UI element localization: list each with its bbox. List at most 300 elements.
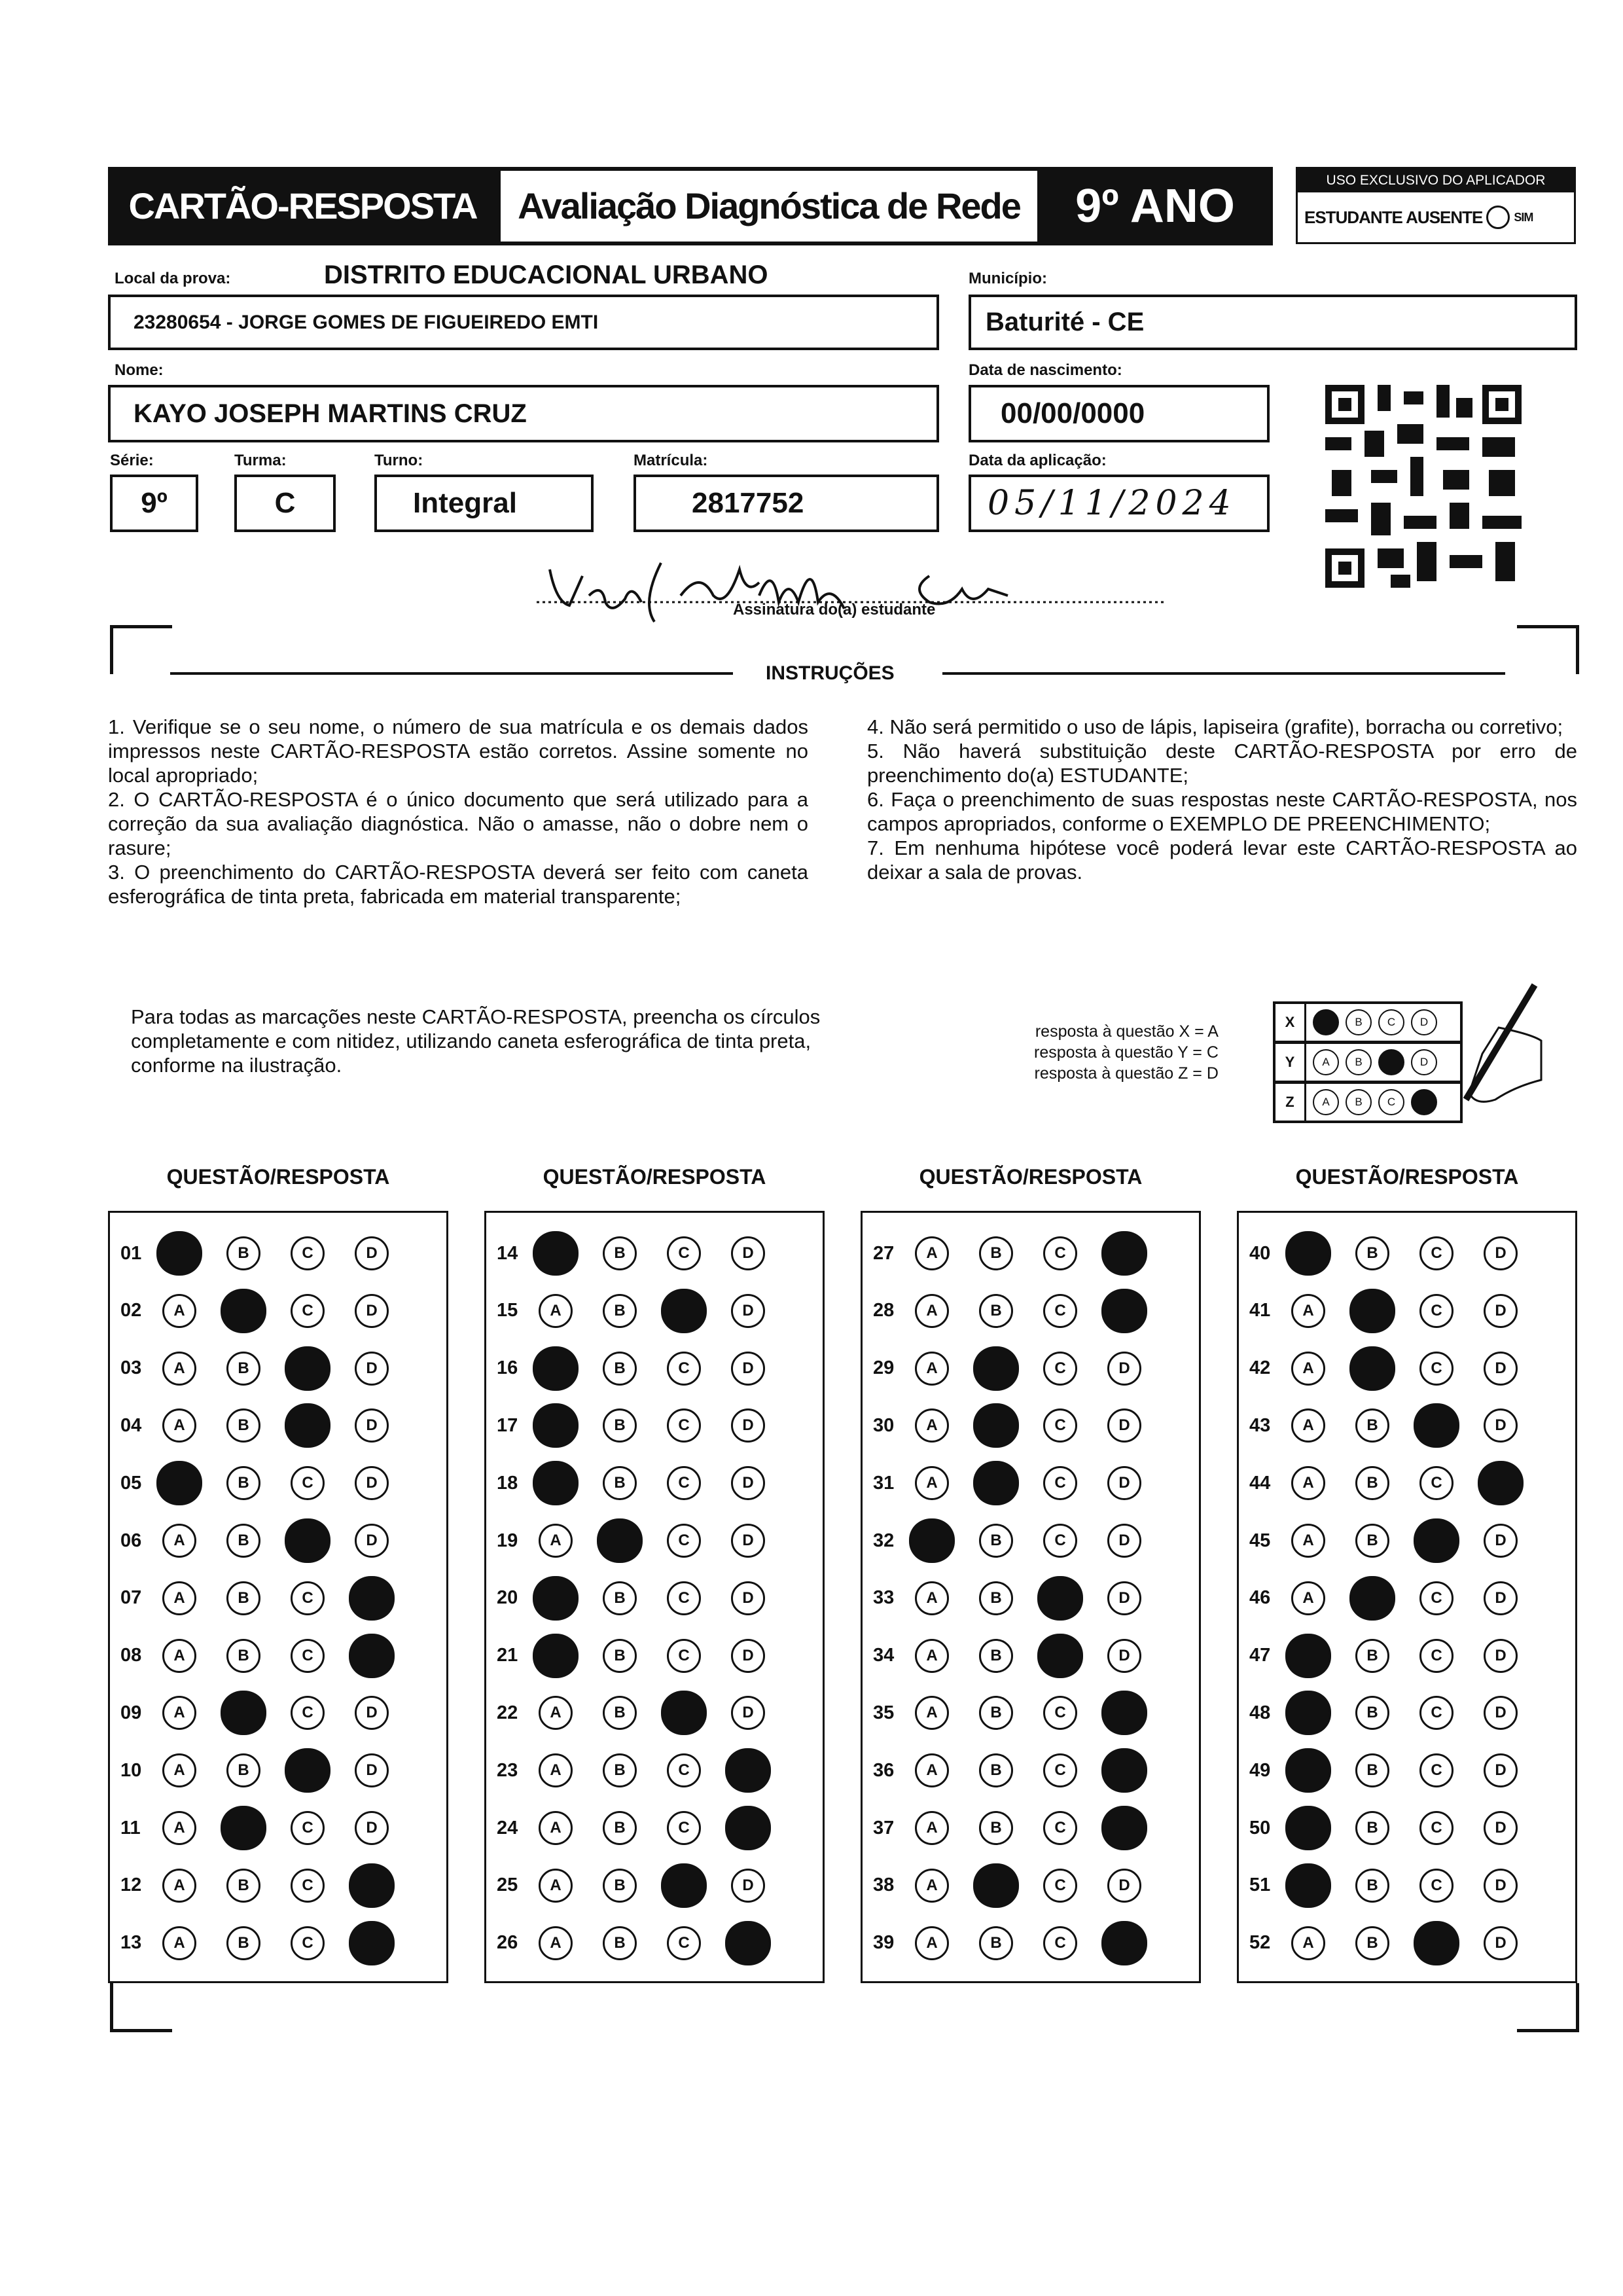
turma-field: C: [234, 475, 336, 532]
answer-bubble[interactable]: B: [1355, 1696, 1389, 1730]
question-number: 01: [120, 1242, 142, 1264]
answer-bubble[interactable]: A: [1291, 1466, 1325, 1500]
question-number: 10: [120, 1759, 142, 1781]
answer-bubble[interactable]: D: [1484, 1926, 1518, 1960]
question-row: [1239, 1234, 1575, 1273]
answer-bubble-filled[interactable]: [1349, 1576, 1395, 1621]
question-number: 52: [1249, 1932, 1271, 1954]
answer-bubble[interactable]: B: [979, 1753, 1013, 1787]
answer-bubble[interactable]: A: [539, 1294, 573, 1328]
answer-bubble-filled[interactable]: [221, 1289, 266, 1333]
answer-bubble[interactable]: B: [226, 1926, 260, 1960]
qr-code: [1325, 385, 1522, 588]
answer-bubble[interactable]: A: [539, 1926, 573, 1960]
question-row: [863, 1693, 1199, 1732]
answer-bubble-filled[interactable]: [349, 1576, 395, 1621]
answer-bubble[interactable]: A: [1291, 1581, 1325, 1615]
answer-bubble[interactable]: B: [1355, 1926, 1389, 1960]
answer-bubble[interactable]: B: [1355, 1524, 1389, 1558]
answer-bubble-filled[interactable]: [1101, 1289, 1147, 1333]
answer-bubble[interactable]: C: [1043, 1696, 1077, 1730]
answer-bubble[interactable]: A: [915, 1466, 949, 1500]
answer-bubble[interactable]: C: [1419, 1869, 1454, 1903]
answer-bubble[interactable]: B: [603, 1408, 637, 1443]
answer-bubble-filled[interactable]: [597, 1518, 643, 1563]
turma-label: Turma:: [234, 452, 287, 469]
answer-bubble[interactable]: B: [979, 1581, 1013, 1615]
answer-bubble-filled[interactable]: [973, 1346, 1019, 1391]
answer-bubble[interactable]: D: [1484, 1581, 1518, 1615]
answer-bubble[interactable]: D: [731, 1639, 765, 1673]
answer-bubble[interactable]: D: [1107, 1639, 1141, 1673]
answer-bubble-filled[interactable]: [973, 1461, 1019, 1505]
answer-bubble[interactable]: C: [667, 1408, 701, 1443]
answer-bubble[interactable]: C: [667, 1811, 701, 1845]
answer-bubble[interactable]: A: [162, 1524, 196, 1558]
question-row: [486, 1866, 823, 1905]
answer-bubble[interactable]: A: [1291, 1352, 1325, 1386]
answer-bubble[interactable]: A: [915, 1352, 949, 1386]
answer-bubble-filled[interactable]: [349, 1634, 395, 1678]
answer-bubble[interactable]: D: [731, 1294, 765, 1328]
answer-bubble-filled[interactable]: [533, 1461, 579, 1505]
example-grid: [1273, 1001, 1463, 1123]
answer-bubble[interactable]: D: [731, 1869, 765, 1903]
answer-bubble[interactable]: C: [1419, 1581, 1454, 1615]
answer-bubble-filled[interactable]: [1414, 1921, 1459, 1965]
answer-bubble[interactable]: A: [915, 1869, 949, 1903]
answer-bubble[interactable]: A: [539, 1696, 573, 1730]
question-row: [863, 1234, 1199, 1273]
divider: [170, 672, 733, 675]
answer-bubble[interactable]: C: [291, 1466, 325, 1500]
answer-bubble[interactable]: D: [1107, 1352, 1141, 1386]
answer-bubble[interactable]: A: [539, 1869, 573, 1903]
answer-bubble[interactable]: D: [1107, 1408, 1141, 1443]
instructions-left: [108, 715, 808, 908]
answer-bubble[interactable]: A: [915, 1753, 949, 1787]
question-row: [863, 1291, 1199, 1331]
answer-bubble[interactable]: B: [603, 1639, 637, 1673]
answer-bubble[interactable]: C: [1419, 1466, 1454, 1500]
question-number: 27: [873, 1242, 895, 1264]
answer-bubble[interactable]: C: [1043, 1236, 1077, 1270]
answer-bubble-filled[interactable]: [533, 1403, 579, 1448]
answer-bubble[interactable]: B: [603, 1352, 637, 1386]
answer-bubble-filled[interactable]: [1478, 1461, 1524, 1505]
answer-bubble-filled[interactable]: [973, 1863, 1019, 1908]
answer-bubble[interactable]: B: [226, 1352, 260, 1386]
answer-bubble[interactable]: D: [355, 1236, 389, 1270]
answer-bubble-filled[interactable]: [1414, 1403, 1459, 1448]
answer-bubble[interactable]: B: [979, 1524, 1013, 1558]
answer-bubble-filled[interactable]: [1414, 1518, 1459, 1563]
answer-bubble-filled[interactable]: [1285, 1231, 1331, 1276]
answer-bubble[interactable]: A: [162, 1639, 196, 1673]
answer-bubble[interactable]: C: [291, 1926, 325, 1960]
answer-bubble[interactable]: C: [1043, 1926, 1077, 1960]
answer-bubble[interactable]: B: [226, 1408, 260, 1443]
answer-bubble[interactable]: B: [1355, 1869, 1389, 1903]
answer-bubble[interactable]: A: [915, 1294, 949, 1328]
question-number: 33: [873, 1587, 895, 1609]
answer-bubble[interactable]: D: [355, 1753, 389, 1787]
answer-bubble[interactable]: D: [1107, 1869, 1141, 1903]
instruction-item: 1. Verifique se o seu nome, o número de sua matrícula e os demais dados impressos neste CARTÃO-RESPOSTA estão corretos. Assine somente no local apropriado;: [108, 715, 808, 787]
answer-bubble[interactable]: B: [1355, 1639, 1389, 1673]
answer-bubble[interactable]: C: [667, 1581, 701, 1615]
question-number: 06: [120, 1530, 142, 1551]
answer-bubble[interactable]: C: [667, 1524, 701, 1558]
answer-bubble[interactable]: A: [162, 1581, 196, 1615]
answer-bubble[interactable]: B: [603, 1236, 637, 1270]
answer-bubble[interactable]: C: [1043, 1811, 1077, 1845]
answer-bubble[interactable]: D: [1484, 1524, 1518, 1558]
answer-bubble[interactable]: B: [979, 1696, 1013, 1730]
question-row: [110, 1866, 446, 1905]
answer-bubble[interactable]: D: [355, 1408, 389, 1443]
answer-bubble[interactable]: A: [1291, 1926, 1325, 1960]
question-row: [863, 1808, 1199, 1848]
card-label: CARTÃO-RESPOSTA: [128, 185, 477, 226]
answer-bubble[interactable]: B: [1355, 1466, 1389, 1500]
answer-bubble[interactable]: C: [291, 1294, 325, 1328]
instruction-item: 6. Faça o preenchimento de suas respostas neste CARTÃO-RESPOSTA, nos campos apropriados, conforme o EXEMPLO DE PREENCHIMENTO;: [867, 788, 1577, 835]
answer-bubble[interactable]: B: [1355, 1753, 1389, 1787]
question-row: [863, 1463, 1199, 1503]
answer-bubble[interactable]: A: [539, 1753, 573, 1787]
question-row: [486, 1349, 823, 1388]
answer-bubble[interactable]: C: [291, 1236, 325, 1270]
answer-bubble[interactable]: B: [226, 1869, 260, 1903]
answer-bubble[interactable]: D: [1484, 1811, 1518, 1845]
absent-bubble[interactable]: [1486, 206, 1510, 229]
answer-bubble[interactable]: C: [667, 1753, 701, 1787]
answer-bubble[interactable]: B: [603, 1581, 637, 1615]
answer-bubble-filled[interactable]: [661, 1863, 707, 1908]
answer-bubble-filled[interactable]: [661, 1691, 707, 1735]
answer-bubble-filled[interactable]: [973, 1403, 1019, 1448]
question-row: [863, 1924, 1199, 1963]
answer-bubble[interactable]: A: [915, 1696, 949, 1730]
question-number: 35: [873, 1702, 895, 1723]
answer-bubble[interactable]: D: [1107, 1466, 1141, 1500]
answer-bubble[interactable]: B: [979, 1639, 1013, 1673]
question-number: 22: [497, 1702, 518, 1723]
answer-bubble[interactable]: A: [915, 1639, 949, 1673]
answer-bubble[interactable]: C: [667, 1466, 701, 1500]
column-header: QUESTÃO/RESPOSTA: [1295, 1165, 1519, 1189]
question-number: 49: [1249, 1759, 1271, 1781]
answer-bubble[interactable]: C: [291, 1581, 325, 1615]
answer-bubble-filled[interactable]: [1285, 1748, 1331, 1793]
answer-column: [1237, 1211, 1577, 1983]
answer-bubble[interactable]: B: [979, 1294, 1013, 1328]
answer-bubble-filled[interactable]: [1285, 1691, 1331, 1735]
answer-bubble[interactable]: D: [1484, 1696, 1518, 1730]
answer-bubble[interactable]: D: [731, 1408, 765, 1443]
answer-bubble[interactable]: A: [162, 1696, 196, 1730]
answer-bubble[interactable]: C: [667, 1236, 701, 1270]
answer-bubble[interactable]: D: [731, 1352, 765, 1386]
question-row: [1239, 1751, 1575, 1790]
answer-bubble[interactable]: A: [162, 1753, 196, 1787]
answer-bubble[interactable]: D: [731, 1696, 765, 1730]
answer-column: [108, 1211, 448, 1983]
answer-bubble[interactable]: B: [603, 1753, 637, 1787]
question-row: [110, 1808, 446, 1848]
answer-bubble[interactable]: D: [731, 1581, 765, 1615]
answer-bubble[interactable]: D: [1484, 1352, 1518, 1386]
question-number: 25: [497, 1874, 518, 1896]
question-row: [486, 1521, 823, 1560]
aplicador-box: [1296, 167, 1576, 244]
answer-bubble[interactable]: C: [1043, 1466, 1077, 1500]
answer-bubble[interactable]: A: [915, 1926, 949, 1960]
answer-bubble[interactable]: C: [667, 1926, 701, 1960]
answer-column: [484, 1211, 825, 1983]
answer-bubble[interactable]: D: [731, 1524, 765, 1558]
answer-bubble-filled[interactable]: [1101, 1921, 1147, 1965]
question-row: [1239, 1521, 1575, 1560]
answer-bubble[interactable]: C: [291, 1811, 325, 1845]
answer-bubble[interactable]: B: [979, 1926, 1013, 1960]
question-row: [110, 1291, 446, 1331]
example-bubble: B: [1346, 1049, 1372, 1075]
answer-bubble[interactable]: B: [1355, 1811, 1389, 1845]
answer-bubble[interactable]: A: [915, 1581, 949, 1615]
question-row: [1239, 1693, 1575, 1732]
question-row: [863, 1406, 1199, 1445]
answer-bubble-filled[interactable]: [1285, 1634, 1331, 1678]
answer-bubble[interactable]: B: [603, 1466, 637, 1500]
answer-bubble[interactable]: C: [1043, 1869, 1077, 1903]
question-row: [486, 1463, 823, 1503]
answer-bubble-filled[interactable]: [1101, 1231, 1147, 1276]
example-question: Z: [1275, 1084, 1306, 1121]
example-row: [1275, 1004, 1460, 1044]
turno-label: Turno:: [374, 452, 423, 469]
answer-bubble-filled[interactable]: [533, 1231, 579, 1276]
answer-bubble-filled[interactable]: [1101, 1691, 1147, 1735]
answer-bubble[interactable]: C: [1043, 1753, 1077, 1787]
example-bubble: C: [1378, 1009, 1404, 1035]
question-number: 41: [1249, 1300, 1271, 1321]
question-number: 40: [1249, 1242, 1271, 1264]
serie-field: 9º: [110, 475, 198, 532]
corner-mark-top-right: [1517, 625, 1579, 674]
absent-option: SIM: [1514, 210, 1533, 224]
question-number: 28: [873, 1300, 895, 1321]
question-number: 48: [1249, 1702, 1271, 1723]
answer-bubble[interactable]: D: [355, 1811, 389, 1845]
answer-bubble[interactable]: C: [1419, 1696, 1454, 1730]
answer-bubble[interactable]: D: [1484, 1639, 1518, 1673]
answer-bubble[interactable]: C: [291, 1696, 325, 1730]
answer-bubble-filled[interactable]: [221, 1806, 266, 1850]
answer-bubble[interactable]: C: [667, 1352, 701, 1386]
answer-bubble[interactable]: A: [162, 1926, 196, 1960]
answer-bubble[interactable]: D: [731, 1236, 765, 1270]
answer-bubble[interactable]: D: [1484, 1869, 1518, 1903]
answer-bubble-filled[interactable]: [1285, 1806, 1331, 1850]
answer-bubble[interactable]: A: [162, 1352, 196, 1386]
answer-bubble[interactable]: A: [539, 1524, 573, 1558]
answer-bubble-filled[interactable]: [1037, 1634, 1083, 1678]
answer-bubble-filled[interactable]: [725, 1806, 771, 1850]
question-number: 02: [120, 1300, 142, 1321]
answer-bubble[interactable]: A: [539, 1811, 573, 1845]
question-number: 51: [1249, 1874, 1271, 1896]
question-number: 15: [497, 1300, 518, 1321]
nome-field: KAYO JOSEPH MARTINS CRUZ: [108, 385, 939, 442]
question-number: 47: [1249, 1645, 1271, 1666]
answer-bubble[interactable]: B: [979, 1811, 1013, 1845]
answer-bubble[interactable]: A: [915, 1408, 949, 1443]
answer-bubble[interactable]: B: [226, 1524, 260, 1558]
answer-bubble-filled[interactable]: [909, 1518, 955, 1563]
answer-bubble[interactable]: D: [1107, 1524, 1141, 1558]
instructions-right: [867, 715, 1577, 884]
answer-bubble[interactable]: A: [162, 1869, 196, 1903]
answer-bubble[interactable]: D: [355, 1352, 389, 1386]
answer-bubble[interactable]: B: [226, 1466, 260, 1500]
answer-bubble[interactable]: B: [226, 1753, 260, 1787]
answer-bubble-filled[interactable]: [1349, 1289, 1395, 1333]
answer-bubble-filled[interactable]: [285, 1748, 330, 1793]
question-number: 30: [873, 1414, 895, 1436]
serie-label: Série:: [110, 452, 154, 469]
answer-bubble-filled[interactable]: [661, 1289, 707, 1333]
answer-bubble[interactable]: D: [355, 1696, 389, 1730]
answer-bubble[interactable]: D: [355, 1294, 389, 1328]
answer-bubble-filled[interactable]: [725, 1748, 771, 1793]
answer-bubble-filled[interactable]: [1101, 1806, 1147, 1850]
answer-bubble[interactable]: C: [1043, 1408, 1077, 1443]
answer-bubble[interactable]: C: [1419, 1639, 1454, 1673]
corner-mark-bottom-right: [1517, 1983, 1579, 2032]
column-header: QUESTÃO/RESPOSTA: [543, 1165, 766, 1189]
answer-bubble[interactable]: D: [731, 1466, 765, 1500]
question-number: 05: [120, 1472, 142, 1494]
answer-bubble[interactable]: D: [1484, 1236, 1518, 1270]
instructions-title: INSTRUÇÕES: [766, 662, 895, 684]
matricula-field: 2817752: [633, 475, 939, 532]
answer-bubble[interactable]: B: [979, 1236, 1013, 1270]
question-row: [486, 1636, 823, 1676]
question-number: 12: [120, 1874, 142, 1896]
answer-bubble[interactable]: A: [1291, 1408, 1325, 1443]
answer-bubble[interactable]: B: [603, 1811, 637, 1845]
question-number: 16: [497, 1357, 518, 1379]
answer-bubble[interactable]: B: [226, 1639, 260, 1673]
corner-mark-top-left: [110, 625, 172, 674]
answer-bubble-filled[interactable]: [285, 1403, 330, 1448]
answer-bubble[interactable]: A: [162, 1408, 196, 1443]
answer-bubble[interactable]: A: [915, 1811, 949, 1845]
answer-bubble-filled[interactable]: [1285, 1863, 1331, 1908]
answer-bubble[interactable]: A: [162, 1811, 196, 1845]
answer-bubble[interactable]: C: [1419, 1352, 1454, 1386]
answer-bubble[interactable]: D: [1484, 1294, 1518, 1328]
answer-bubble-filled[interactable]: [533, 1346, 579, 1391]
answer-bubble-filled[interactable]: [156, 1461, 202, 1505]
answer-bubble-filled[interactable]: [725, 1921, 771, 1965]
example-bubble: D: [1411, 1009, 1437, 1035]
question-number: 29: [873, 1357, 895, 1379]
aplicacao-field: 05/11/2024: [969, 475, 1270, 532]
answer-bubble-filled[interactable]: [1101, 1748, 1147, 1793]
answer-bubble[interactable]: B: [603, 1869, 637, 1903]
question-row: [486, 1579, 823, 1618]
answer-bubble[interactable]: B: [603, 1926, 637, 1960]
answer-bubble[interactable]: C: [1419, 1236, 1454, 1270]
answer-bubble[interactable]: D: [1484, 1408, 1518, 1443]
answer-bubble[interactable]: A: [1291, 1524, 1325, 1558]
answer-bubble[interactable]: A: [1291, 1294, 1325, 1328]
answer-bubble-filled[interactable]: [221, 1691, 266, 1735]
answer-bubble[interactable]: C: [1043, 1524, 1077, 1558]
answer-bubble[interactable]: B: [1355, 1236, 1389, 1270]
answer-bubble-filled[interactable]: [1037, 1576, 1083, 1621]
answer-bubble[interactable]: C: [291, 1869, 325, 1903]
question-row: [110, 1636, 446, 1676]
answer-bubble[interactable]: C: [1419, 1811, 1454, 1845]
answer-bubble-filled[interactable]: [349, 1863, 395, 1908]
answer-bubble-filled[interactable]: [349, 1921, 395, 1965]
answer-bubble-filled[interactable]: [533, 1576, 579, 1621]
answer-bubble[interactable]: D: [355, 1524, 389, 1558]
answer-bubble[interactable]: B: [603, 1696, 637, 1730]
answer-bubble[interactable]: D: [1107, 1581, 1141, 1615]
corner-mark-bottom-left: [110, 1983, 172, 2032]
nome-label: Nome:: [115, 361, 164, 379]
question-row: [486, 1693, 823, 1732]
question-row: [486, 1751, 823, 1790]
question-row: [1239, 1349, 1575, 1388]
example-bubble: B: [1346, 1009, 1372, 1035]
answer-bubble[interactable]: A: [162, 1294, 196, 1328]
answer-bubble[interactable]: C: [1419, 1753, 1454, 1787]
answer-bubble-filled[interactable]: [285, 1346, 330, 1391]
answer-bubble[interactable]: C: [291, 1639, 325, 1673]
question-number: 21: [497, 1645, 518, 1666]
answer-bubble[interactable]: C: [1419, 1294, 1454, 1328]
answer-bubble[interactable]: A: [915, 1236, 949, 1270]
column-header: QUESTÃO/RESPOSTA: [919, 1165, 1143, 1189]
answer-bubble[interactable]: C: [667, 1639, 701, 1673]
municipio-label: Município:: [969, 270, 1047, 287]
question-row: [1239, 1291, 1575, 1331]
answer-bubble-filled[interactable]: [156, 1231, 202, 1276]
answer-bubble-filled[interactable]: [533, 1634, 579, 1678]
answer-bubble-filled[interactable]: [1349, 1346, 1395, 1391]
answer-bubble[interactable]: D: [1484, 1753, 1518, 1787]
question-number: 13: [120, 1932, 142, 1954]
answer-bubble-filled[interactable]: [285, 1518, 330, 1563]
answer-bubble[interactable]: D: [355, 1466, 389, 1500]
answer-bubble[interactable]: C: [1043, 1294, 1077, 1328]
question-row: [110, 1234, 446, 1273]
hand-pen-illustration: [1440, 982, 1544, 1113]
answer-bubble[interactable]: B: [603, 1294, 637, 1328]
answer-bubble[interactable]: B: [226, 1581, 260, 1615]
answer-bubble[interactable]: B: [226, 1236, 260, 1270]
question-row: [863, 1349, 1199, 1388]
answer-bubble[interactable]: B: [1355, 1408, 1389, 1443]
answer-bubble[interactable]: C: [1043, 1352, 1077, 1386]
nasc-label: Data de nascimento:: [969, 361, 1122, 379]
